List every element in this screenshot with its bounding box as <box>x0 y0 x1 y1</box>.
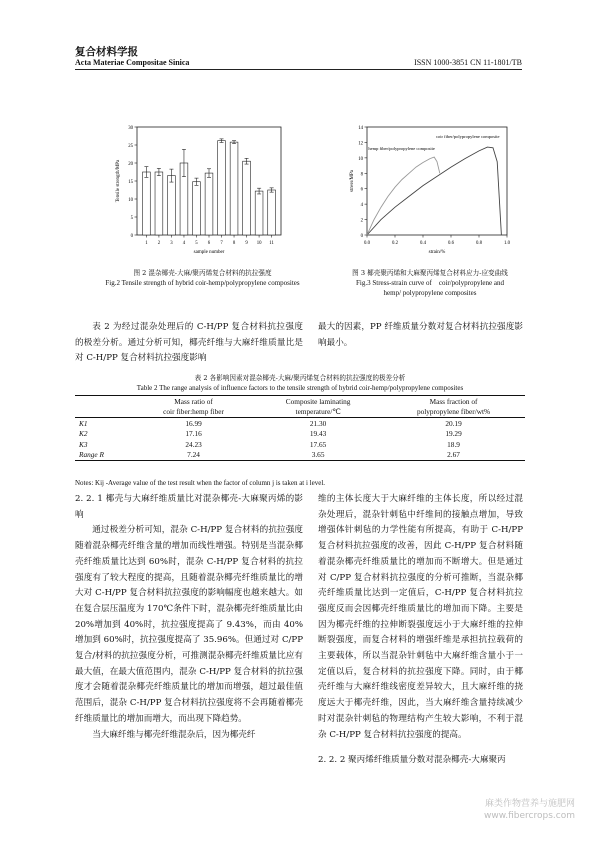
figure-2-bar-chart <box>105 115 290 265</box>
series-label-hemp: hemp fiber/polypropylene composite <box>368 146 435 152</box>
table-row <box>75 418 525 429</box>
watermark-url: www.fibercrops.com <box>484 811 575 821</box>
table-cell: K3 <box>79 439 88 449</box>
table-cell: 17.16 <box>185 429 202 439</box>
watermark-cn: 麻类作物营养与施肥网 <box>484 799 575 809</box>
table-row <box>75 429 525 440</box>
bar <box>268 190 276 235</box>
table-header-cell: Mass ratio of <box>174 396 213 406</box>
table-cell: 2.67 <box>447 450 460 460</box>
table-header-cell: polypropylene fiber/wt% <box>382 407 525 418</box>
bar <box>155 172 163 235</box>
table-cell: 19.43 <box>309 429 327 439</box>
bar <box>143 172 151 235</box>
y-axis-label: Tensile strength/MPa <box>116 159 121 203</box>
x-tick-label: 0.2 <box>392 241 398 246</box>
bar <box>218 141 226 235</box>
table-cell: 7.24 <box>187 450 200 460</box>
x-tick-label: 0.0 <box>364 241 370 246</box>
watermark <box>484 798 575 822</box>
x-tick-label: 10 <box>256 241 262 246</box>
journal-title-cn: 复合材料学报 <box>75 46 138 58</box>
figure-3-line-chart <box>345 115 520 265</box>
y-tick-label: 8 <box>360 172 363 178</box>
table-cell: K2 <box>79 429 88 439</box>
table-header-cell: coir fiber:hemp fiber <box>133 407 254 418</box>
figure-2-caption-en: Fig.2 Tensile strength of hybrid coir-hemp/polypropylene composites <box>105 279 300 287</box>
header-rule <box>75 69 522 70</box>
bar <box>230 142 238 235</box>
figure-3-caption-en-2: hemp/ polypropylene composites <box>383 289 477 297</box>
table-2-caption <box>70 373 530 393</box>
table-cell: Range R <box>79 450 104 460</box>
y-tick-label: 20 <box>128 162 133 167</box>
figure-3-caption-en-1: Fig.3 Stress-strain curve of coir/polypropylene and <box>356 279 504 287</box>
x-tick-label: 6 <box>207 241 211 246</box>
section-2-2-2-title: 2. 2. 2 聚丙烯纤维质量分数对混杂椰壳-大麻聚丙 <box>318 755 506 766</box>
table-header-cell: Mass fraction of <box>429 396 478 406</box>
series-line <box>367 147 501 235</box>
x-tick-label: 5 <box>195 241 198 246</box>
table-cell: K1 <box>79 418 88 428</box>
table-cell: 20.19 <box>445 418 462 428</box>
table-cell: 21.30 <box>309 418 327 428</box>
x-tick-label: 8 <box>232 241 236 246</box>
paragraph-text: 通过极差分析可知，混杂 C-H/PP 复合材料的抗拉强度随着混杂椰壳纤维含量的增加而线性增强。特别是当混杂椰壳纤维质量比达到 60%时，混杂 C-H/PP 复合材料的抗拉强度有了较大程度的提高，且随着混杂椰壳纤维质量比的增大对 C-H/PP 复合材料抗拉强度的影响幅度也越来越大。如在复合层压温度为 170℃条件下时，混杂椰壳纤维质量比由 20%增加到 40%时，抗拉强度提高了 9.43%，而由 40%增加到 60%时，抗拉强度提高了 35.96%。但通过对 C/PP 复合/材料的抗拉强度分析，可推测混杂椰壳纤维质量比应有最大值，在最大值范围内，混杂 C-H/PP 复合材料的抗拉强度才会随着混杂椰壳纤维质量比的增加而增强，超过最佳值范围后，混杂 C-H/PP 复合材料抗拉强度将不会再随着椰壳纤维质量比的增加而增大，而出现下降趋势。 <box>75 525 303 724</box>
table-2-wrapper <box>75 395 525 461</box>
paragraph-text: 表 2 为经过混杂处理后的 C-H/PP 复合材料抗拉强度的极差分析。通过分析可知，椰壳纤维与大麻纤维质量比是对 C-H/PP 复合材料抗拉强度影响 <box>75 322 303 364</box>
bar <box>193 182 201 235</box>
table-2-caption-cn: 表 2 各影响因素对混杂椰壳-大麻/聚丙烯复合材料的抗拉强度的极差分析 <box>194 374 406 382</box>
table-cell: 3.65 <box>311 450 325 460</box>
x-axis-label: strain/% <box>428 250 446 255</box>
x-tick-label: 9 <box>245 241 248 246</box>
figure-2-caption-cn: 图 2 混杂椰壳-大麻/聚丙烯复合材料的抗拉强度 <box>133 269 272 277</box>
bar <box>255 191 263 235</box>
x-tick-label: 0.4 <box>420 241 426 246</box>
y-tick-label: 0 <box>360 234 363 239</box>
y-tick-label: 15 <box>128 180 133 185</box>
table-header-row <box>75 396 525 407</box>
y-tick-label: 25 <box>128 144 133 149</box>
paragraph-left-intro <box>75 320 303 367</box>
x-tick-label: 4 <box>182 241 186 246</box>
right-column <box>318 492 523 769</box>
table-header-cell <box>75 396 133 407</box>
table-header-row <box>75 407 525 418</box>
bar <box>243 161 251 235</box>
x-tick-label: 3 <box>170 241 173 246</box>
y-tick-label: 0 <box>130 234 133 239</box>
figure-3-caption <box>330 268 530 298</box>
table-cell: 18.9 <box>447 439 460 449</box>
y-tick-label: 12 <box>358 141 363 147</box>
table-header-cell: Composite laminating <box>285 396 351 406</box>
figure-2-caption <box>70 268 335 288</box>
table-cell: 19.29 <box>445 429 462 439</box>
paragraph-text: 最大的因素，PP 纤维质量分数对复合材料抗拉强度影响最小。 <box>318 322 523 348</box>
paragraph-text: 维的主体长度大于大麻纤维的主体长度，所以经过混杂处理后，混杂针刺毡中纤维间的接触点增加，导致增强体针刺毡的力学性能有所提高，有助于 C-H/PP 复合材料抗拉强度的改善，因此 C-H/PP 复合材料随着混杂椰壳纤维质量比的增加而不断增大。但是通过对 C/PP 复合材料抗拉强度的分析可推断，当混杂椰壳纤维质量比达到一定值后，C-H/PP 复合材料抗拉强度反而会因椰壳纤维质量比的增加而下降。主要是因为椰壳纤维的拉伸断裂强度远小于大麻纤维的拉伸断裂强度，而复合材料的增强纤维是承担抗拉载荷的主要载体，所以当混杂针刺毡中大麻纤维含量小于一定值以后，复合材料的抗拉强度下降。同时，由于椰壳纤维与大麻纤维线密度差异较大，且大麻纤维的挠度远大于椰壳纤维，因此，当大麻纤维含量持续减少时对混杂针刺毡的物理结构产生较大影响，不利于混杂 C-H/PP 复合材料抗拉强度的提高。 <box>318 494 523 740</box>
table-row <box>75 439 525 450</box>
x-tick-label: 11 <box>269 241 274 246</box>
x-tick-label: 0.8 <box>476 241 482 246</box>
y-tick-label: 5 <box>130 216 133 221</box>
paragraph-right-intro <box>318 320 523 351</box>
issn-cn-number: ISSN 1000-3851 CN 11-1801/TB <box>414 58 522 67</box>
table-cell: 17.65 <box>309 439 327 449</box>
x-tick-label: 7 <box>220 241 223 246</box>
left-column <box>75 492 303 743</box>
y-tick-label: 14 <box>358 126 363 131</box>
table-cell: 24.23 <box>185 439 202 449</box>
table-2-caption-en: Table 2 The range analysis of influence factors to the tensile strength of hybrid coir-hemp/polypropylene composites <box>136 384 464 392</box>
series-label-coir: coir fiber/polypropylene composite <box>436 133 500 139</box>
bar <box>205 173 213 235</box>
paragraph-text: 当大麻纤维与椰壳纤维混杂后，因为椰壳纤 <box>92 729 256 740</box>
figure-3-caption-cn: 图 3 椰壳聚丙烯和大麻聚丙烯复合材料应力-应变曲线 <box>352 269 508 277</box>
y-tick-label: 6 <box>360 187 363 193</box>
y-tick-label: 4 <box>360 203 363 209</box>
plot-frame <box>367 127 507 235</box>
bar <box>168 176 176 235</box>
x-tick-label: 2 <box>157 241 161 246</box>
table-header-cell <box>75 407 133 418</box>
y-tick-label: 30 <box>128 126 133 131</box>
y-axis-label: stress/MPa <box>350 170 355 192</box>
x-tick-label: 0.6 <box>448 241 454 246</box>
table-row <box>75 450 525 461</box>
y-tick-label: 10 <box>358 156 363 162</box>
table-2-note: Notes: Kij -Average value of the test result when the factor of column j is taken at i level. <box>75 479 326 487</box>
x-tick-label: 1 <box>145 241 148 246</box>
table-2 <box>75 396 525 460</box>
x-axis-label: sample number <box>193 250 225 255</box>
table-header-cell: temperature/℃ <box>254 407 382 418</box>
journal-title-en: Acta Materiae Compositae Sinica <box>75 58 190 67</box>
y-tick-label: 10 <box>128 198 133 203</box>
x-tick-label: 1.0 <box>504 241 510 246</box>
y-tick-label: 2 <box>360 218 363 224</box>
section-2-2-1-title: 2. 2. 1 椰壳与大麻纤维质量比对混杂椰壳-大麻聚丙烯的影响 <box>75 494 303 520</box>
table-cell: 16.99 <box>185 418 202 428</box>
